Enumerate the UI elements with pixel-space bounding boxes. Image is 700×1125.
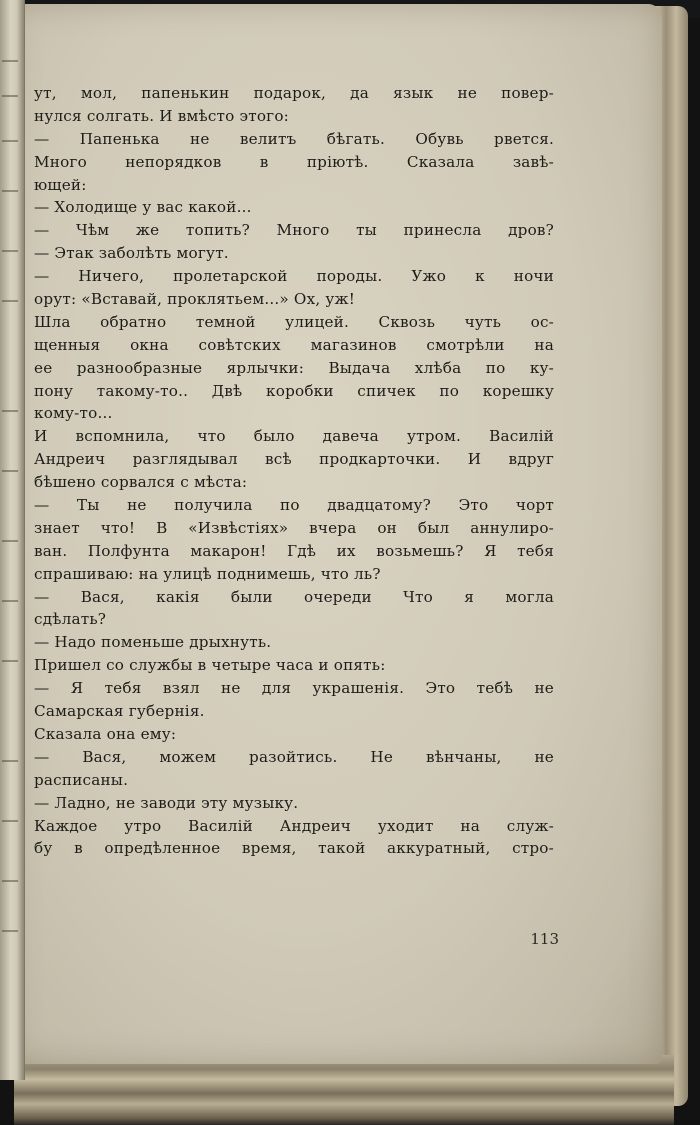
text-line: бѣшено сорвался с мѣста: xyxy=(34,473,248,492)
text-line: Андреич разглядывал всѣ продкарточки. И вдруг xyxy=(34,450,554,469)
ghost-print-mark xyxy=(2,190,18,192)
ghost-print-mark xyxy=(2,820,18,822)
page-number: 113 xyxy=(530,930,559,948)
ghost-print-mark xyxy=(2,600,18,602)
text-line: Каждое утро Василій Андреич уходит на служ- xyxy=(34,816,554,835)
text-line: — Я тебя взял не для украшенія. Это тебѣ не xyxy=(34,679,554,698)
text-line: расписаны. xyxy=(34,770,129,789)
book-page xyxy=(10,4,662,1064)
text-line: — Ты не получила по двадцатому? Это чорт xyxy=(34,496,554,515)
text-line: щенныя окна совѣтских магазинов смотрѣли на xyxy=(34,335,554,354)
text-line: знает что! В «Извѣстіях» вчера он был аннулиро- xyxy=(34,518,554,537)
page-text xyxy=(34,82,554,860)
text-line: — Надо поменьше дрыхнуть. xyxy=(34,633,272,652)
text-line: нулся солгать. И вмѣсто этого: xyxy=(34,106,289,125)
ghost-print-mark xyxy=(2,760,18,762)
ghost-print-mark xyxy=(2,140,18,142)
ghost-print-mark xyxy=(2,930,18,932)
text-line: Самарская губернія. xyxy=(34,702,205,721)
ghost-print-mark xyxy=(2,470,18,472)
text-line: — Ладно, не заводи эту музыку. xyxy=(34,793,299,812)
text-line: И вспомнила, что было давеча утром. Василій xyxy=(34,427,554,446)
ghost-print-mark xyxy=(2,880,18,882)
bottom-page-edges xyxy=(14,1055,674,1125)
text-line: Пришел со службы в четыре часа и опять: xyxy=(34,656,386,675)
text-line: ющей: xyxy=(34,175,87,194)
text-line: пону такому-то.. Двѣ коробки спичек по корешку xyxy=(34,381,554,400)
text-line: Сказала она ему: xyxy=(34,724,177,743)
text-line: Много непорядков в пріютѣ. Сказала завѣ- xyxy=(34,152,554,171)
text-line: — Ничего, пролетарской породы. Ужо к ночи xyxy=(34,267,554,286)
text-line: ут, мол, папенькин подарок, да язык не повер- xyxy=(34,84,554,102)
text-line: Шла обратно темной улицей. Сквозь чуть ос- xyxy=(34,312,554,331)
text-line: — Этак заболѣть могут. xyxy=(34,244,229,263)
ghost-print-mark xyxy=(2,540,18,542)
text-line: — Холодище у вас какой... xyxy=(34,198,252,217)
ghost-print-mark xyxy=(2,660,18,662)
ghost-print-mark xyxy=(2,60,18,62)
ghost-print-mark xyxy=(2,410,18,412)
ghost-print-mark xyxy=(2,95,18,97)
text-line: ее разнообразные ярлычки: Выдача хлѣба по ку- xyxy=(34,358,554,377)
text-line: орут: «Вставай, проклятьем...» Ох, уж! xyxy=(34,290,356,309)
ghost-print-mark xyxy=(2,300,18,302)
previous-page-curl xyxy=(0,0,25,1080)
text-line: бу в опредѣленное время, такой аккуратный, стро- xyxy=(34,839,554,858)
text-line: — Вася, можем разойтись. Не вѣнчаны, не xyxy=(34,747,554,766)
text-line: спрашиваю: на улицѣ поднимешь, что ль? xyxy=(34,564,381,583)
text-line: ван. Полфунта макарон! Гдѣ их возьмешь? Я тебя xyxy=(34,541,554,560)
text-line: — Папенька не велитъ бѣгать. Обувь рвется. xyxy=(34,129,554,148)
text-line: сдѣлать? xyxy=(34,610,107,629)
text-line: — Вася, какія были очереди Что я могла xyxy=(34,587,554,606)
ghost-print-mark xyxy=(2,250,18,252)
text-line: кому-то... xyxy=(34,404,113,423)
text-line: — Чѣм же топить? Много ты принесла дров? xyxy=(34,221,554,240)
